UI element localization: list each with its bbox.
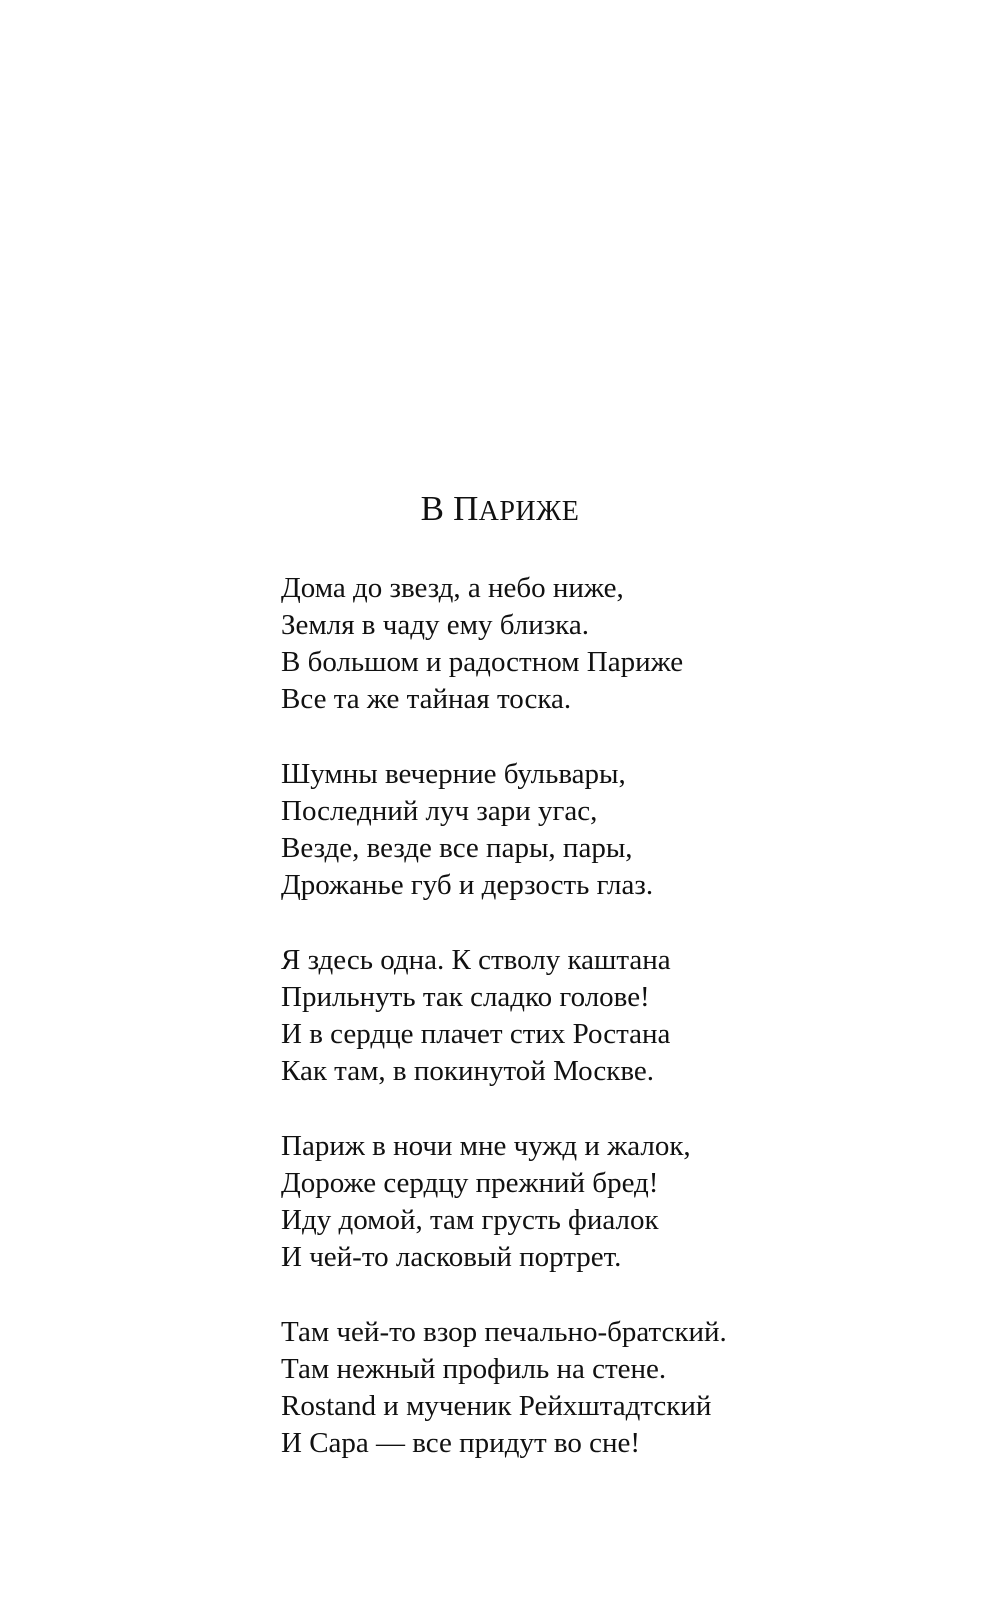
poem-title-initial: В П xyxy=(420,489,479,528)
poem-line: Rostand и мученик Рейхштадтский xyxy=(281,1390,712,1422)
stanza-1 xyxy=(281,570,941,718)
stanza-2 xyxy=(281,756,941,904)
poem-line: Везде, везде все пары, пары, xyxy=(281,832,633,864)
stanza-5 xyxy=(281,1314,941,1462)
poem-line: Там чей-то взор печально-братский. xyxy=(281,1316,727,1348)
poem-title-rest: АРИЖЕ xyxy=(478,496,580,527)
poem-body xyxy=(281,570,941,1500)
poem-line: Дрожанье губ и дерзость глаз. xyxy=(281,869,654,901)
poem-line: В большом и радостном Париже xyxy=(281,646,684,678)
poem-line: Иду домой, там грусть фиалок xyxy=(281,1204,659,1236)
stanza-4 xyxy=(281,1128,941,1276)
poem-line: Как там, в покинутой Москве. xyxy=(281,1055,654,1087)
poem-line: Париж в ночи мне чужд и жалок, xyxy=(281,1130,691,1162)
poem-line: Последний луч зари угас, xyxy=(281,795,598,827)
poem-line: Я здесь одна. К стволу каштана xyxy=(281,944,671,976)
poem-line: И Сара — все придут во сне! xyxy=(281,1427,641,1459)
poem-line: Все та же тайная тоска. xyxy=(281,683,572,715)
poem-line: И чей-то ласковый портрет. xyxy=(281,1241,622,1273)
poem-line: Прильнуть так сладко голове! xyxy=(281,981,650,1013)
stanza-3 xyxy=(281,942,941,1090)
poem-line: Земля в чаду ему близка. xyxy=(281,609,589,641)
poem-line: Там нежный профиль на стене. xyxy=(281,1353,667,1385)
poem-line: И в сердце плачет стих Ростана xyxy=(281,1018,671,1050)
poem-line: Шумны вечерние бульвары, xyxy=(281,758,626,790)
poem-line: Дома до звезд, а небо ниже, xyxy=(281,572,624,604)
poem-line: Дороже сердцу прежний бред! xyxy=(281,1167,659,1199)
poem-title xyxy=(0,488,1000,533)
